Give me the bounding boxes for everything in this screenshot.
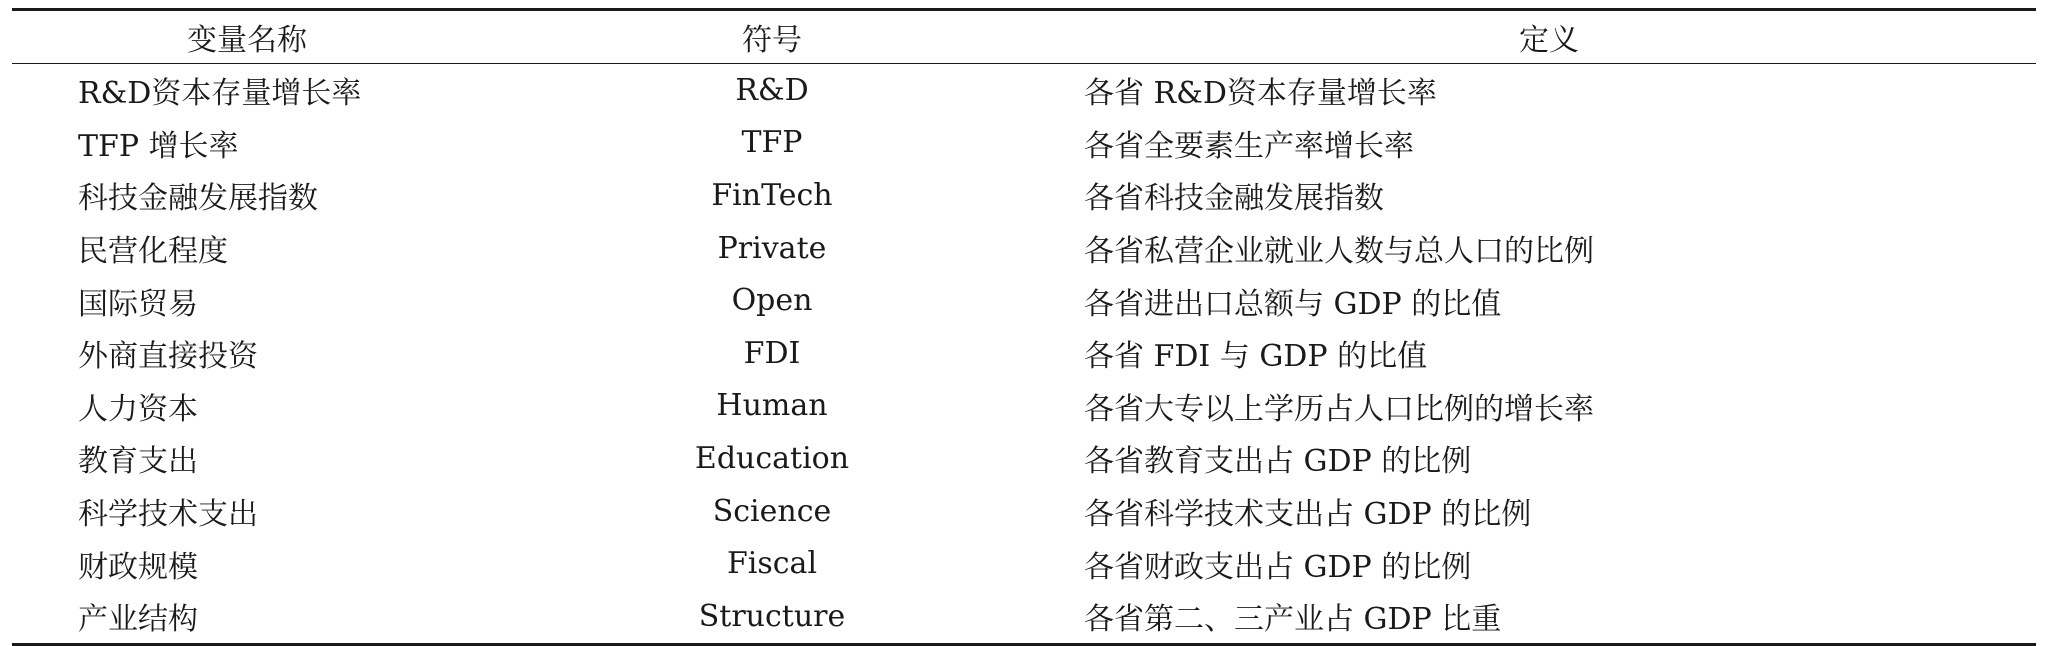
table-row: [12, 380, 2036, 433]
cell-variable-name: 人力资本: [78, 391, 198, 427]
cell-symbol: Fiscal: [726, 546, 818, 582]
table-row: [12, 64, 2036, 117]
cell-variable-name: R&D资本存量增长率: [78, 76, 362, 112]
cell-variable-name: 科技金融发展指数: [78, 181, 318, 217]
cell-symbol: Structure: [698, 598, 846, 634]
cell-definition: 各省 FDI 与 GDP 的比值: [1084, 339, 1428, 375]
cell-symbol: FinTech: [711, 177, 833, 213]
cell-symbol: Science: [712, 493, 832, 529]
cell-definition: 各省全要素生产率增长率: [1084, 128, 1414, 164]
table-row: [12, 432, 2036, 485]
cell-symbol: TFP: [741, 125, 803, 161]
table-row: [12, 327, 2036, 380]
cell-definition: 各省财政支出占 GDP 的比例: [1084, 549, 1472, 585]
cell-definition: 各省第二、三产业占 GDP 比重: [1084, 602, 1502, 638]
table-header: [12, 10, 2036, 64]
header-definition: 定义: [1519, 23, 1579, 58]
table-row: [12, 537, 2036, 590]
table-row: [12, 590, 2036, 644]
cell-definition: 各省科技金融发展指数: [1084, 181, 1384, 217]
cell-definition: 各省大专以上学历占人口比例的增长率: [1084, 391, 1594, 427]
table-row: [12, 485, 2036, 538]
cell-variable-name: 财政规模: [78, 549, 198, 585]
cell-definition: 各省教育支出占 GDP 的比例: [1084, 444, 1472, 480]
cell-symbol: Private: [717, 230, 827, 266]
cell-symbol: Human: [716, 388, 828, 424]
cell-symbol: Education: [694, 440, 850, 476]
cell-symbol: FDI: [743, 335, 801, 371]
table-row: [12, 169, 2036, 222]
table-row: [12, 117, 2036, 170]
cell-variable-name: 产业结构: [78, 602, 198, 638]
cell-definition: 各省科学技术支出占 GDP 的比例: [1084, 497, 1532, 533]
table-row: [12, 222, 2036, 275]
cell-definition: 各省进出口总额与 GDP 的比值: [1084, 286, 1502, 322]
cell-variable-name: 科学技术支出: [78, 497, 258, 533]
cell-variable-name: 教育支出: [78, 444, 198, 480]
cell-variable-name: 民营化程度: [78, 234, 228, 270]
cell-variable-name: TFP 增长率: [78, 128, 239, 164]
cell-definition: 各省 R&D资本存量增长率: [1084, 76, 1437, 112]
cell-variable-name: 国际贸易: [78, 286, 198, 322]
header-row: [12, 10, 2036, 64]
cell-symbol: Open: [731, 283, 813, 319]
variable-definition-table: [12, 8, 2036, 646]
table-row: [12, 274, 2036, 327]
header-variable-name: 变量名称: [187, 23, 307, 58]
table-body: [12, 64, 2036, 645]
cell-symbol: R&D: [735, 72, 809, 108]
cell-definition: 各省私营企业就业人数与总人口的比例: [1084, 234, 1594, 270]
header-symbol: 符号: [742, 23, 802, 58]
cell-variable-name: 外商直接投资: [78, 339, 258, 375]
